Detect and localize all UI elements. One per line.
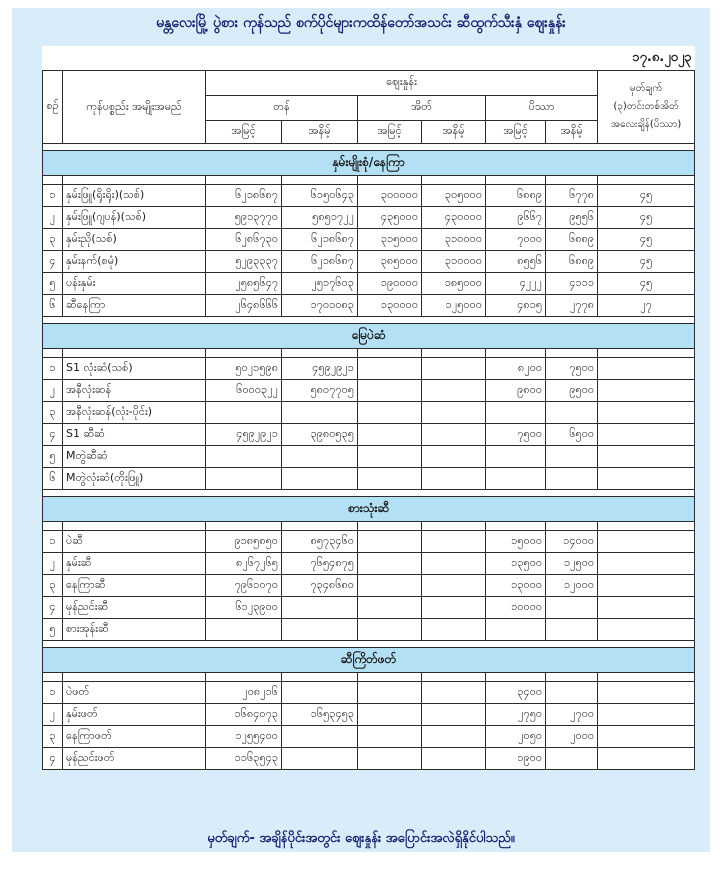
- price-table: [42, 46, 695, 770]
- header-bag-high: အမြင့်: [358, 121, 422, 144]
- price-bag-high: [358, 531, 422, 553]
- price-ton-low: ၁၆၅၃၄၅၃: [282, 704, 358, 726]
- row-note: ၄၅: [598, 251, 695, 273]
- price-ton-high: [206, 619, 282, 641]
- commodity-name: စားအုန်းဆီ: [63, 619, 206, 641]
- report-date: ၁၇.၈.၂၀၂၃: [546, 46, 695, 71]
- header-ton: တန်: [206, 96, 358, 121]
- table-row: [43, 682, 695, 704]
- price-bag-low: [422, 531, 486, 553]
- price-bag-low: [422, 358, 486, 380]
- row-number: ၁: [43, 185, 63, 207]
- row-note: [598, 682, 695, 704]
- price-bag-high: [358, 468, 422, 490]
- row-number: ၃: [43, 402, 63, 424]
- price-bag-high: [358, 704, 422, 726]
- price-p-low: ၂၇၀၀: [546, 704, 598, 726]
- table-row: [43, 358, 695, 380]
- price-bag-low: ၄၃၀၀၀၀: [422, 207, 486, 229]
- section-title: ဆီကြိတ်ဖတ်: [43, 648, 695, 673]
- price-p-high: ၈၂၀၀: [486, 358, 546, 380]
- header-viss: ပိဿာ: [486, 96, 598, 121]
- row-number: ၂: [43, 207, 63, 229]
- price-p-high: ၇၀၀၀: [486, 229, 546, 251]
- header-bag-low: အနိမ့်: [422, 121, 486, 144]
- price-p-high: [486, 446, 546, 468]
- table-row: [43, 295, 695, 317]
- price-ton-low: ၇၆၅၄၈၇၅: [282, 553, 358, 575]
- price-p-low: ၉၅၀၀: [546, 380, 598, 402]
- price-bag-high: [358, 575, 422, 597]
- price-ton-low: ၈၅၇၃၄၆၀: [282, 531, 358, 553]
- commodity-name: အနီလုံးဆန်(လုံး-ပိုင်း): [63, 402, 206, 424]
- price-ton-low: [282, 726, 358, 748]
- price-bag-low: [422, 402, 486, 424]
- price-p-high: [486, 619, 546, 641]
- row-number: ၆: [43, 295, 63, 317]
- table-row: [43, 273, 695, 295]
- price-ton-high: ၁၁၆၃၅၄၃: [206, 748, 282, 770]
- row-number: ၂: [43, 380, 63, 402]
- commodity-name: နေကြာဆီ: [63, 575, 206, 597]
- commodity-name: အနီလုံးဆန်: [63, 380, 206, 402]
- commodity-name: Mတွဲဆီဆံ: [63, 446, 206, 468]
- row-note: [598, 619, 695, 641]
- price-ton-low: ၂၅၁၇၆၀၃: [282, 273, 358, 295]
- price-bag-low: ၃၀၅၀၀၀: [422, 185, 486, 207]
- row-note: [598, 446, 695, 468]
- price-p-low: ၂၀၀၀: [546, 726, 598, 748]
- section-title: မြေပဲဆံ: [43, 324, 695, 349]
- price-p-low: ၆၅၀၀: [546, 424, 598, 446]
- price-ton-high: ၅၂၉၃၃၃၇: [206, 251, 282, 273]
- price-bag-low: ၁၂၅၀၀၀: [422, 295, 486, 317]
- price-ton-low: ၃၉၈၀၅၃၅: [282, 424, 358, 446]
- row-number: ၃: [43, 575, 63, 597]
- price-p-high: [486, 402, 546, 424]
- row-number: ၅: [43, 619, 63, 641]
- row-note: [598, 380, 695, 402]
- price-ton-low: [282, 682, 358, 704]
- commodity-name: ဆီနေကြာ: [63, 295, 206, 317]
- price-p-low: ၄၁၁၁: [546, 273, 598, 295]
- price-p-high: ၈၅၅၆: [486, 251, 546, 273]
- price-ton-low: [282, 748, 358, 770]
- table-row: [43, 619, 695, 641]
- commodity-name: ပန်းနှမ်း: [63, 273, 206, 295]
- row-note: ၂၇: [598, 295, 695, 317]
- commodity-name: ပဲဆီ: [63, 531, 206, 553]
- commodity-name: မုန်ညင်းဆီ: [63, 597, 206, 619]
- price-ton-low: ၆၁၅၀၆၄၃: [282, 185, 358, 207]
- price-ton-high: ၆၂၁၈၆၈၇: [206, 185, 282, 207]
- footer-note: မှတ်ချက်- အချိန်ပိုင်းအတွင်း ဈေးနှုန်း အပြောင်းအလဲရှိနိုင်ပါသည်။: [207, 831, 515, 846]
- table-row: [43, 726, 695, 748]
- row-note: ၄၅: [598, 207, 695, 229]
- table-row: [43, 229, 695, 251]
- table-row: [43, 402, 695, 424]
- price-ton-high: ၅၉၁၃၇၇၀: [206, 207, 282, 229]
- price-bag-low: [422, 619, 486, 641]
- row-number: ၂: [43, 704, 63, 726]
- price-p-high: ၇၅၀၀: [486, 424, 546, 446]
- row-number: ၅: [43, 273, 63, 295]
- price-bag-low: ၃၁၀၀၀၀: [422, 229, 486, 251]
- table-row: [43, 531, 695, 553]
- row-number: ၁: [43, 682, 63, 704]
- price-bag-low: [422, 553, 486, 575]
- price-ton-high: ၆၁၂၃၉၀၀: [206, 597, 282, 619]
- price-ton-low: ၁၇၀၁၀၈၃: [282, 295, 358, 317]
- price-p-low: ၆၈၈၉: [546, 229, 598, 251]
- price-bag-low: [422, 424, 486, 446]
- price-bag-low: [422, 704, 486, 726]
- row-number: ၄: [43, 251, 63, 273]
- row-note: [598, 468, 695, 490]
- row-number: ၅: [43, 446, 63, 468]
- price-ton-high: ၆၂၈၆၇၃၀: [206, 229, 282, 251]
- price-ton-high: [206, 402, 282, 424]
- commodity-name: ပဲဖတ်: [63, 682, 206, 704]
- price-bag-high: ၃၁၅၀၀၀: [358, 229, 422, 251]
- price-bag-high: [358, 380, 422, 402]
- header-bag: အိတ်: [358, 96, 486, 121]
- price-ton-low: ၆၂၁၈၆၈၇: [282, 229, 358, 251]
- price-bag-high: [358, 424, 422, 446]
- price-bag-low: [422, 446, 486, 468]
- row-number: ၄: [43, 748, 63, 770]
- price-ton-high: ၂၅၈၅၆၄၇: [206, 273, 282, 295]
- commodity-name: S1 လုံးဆံ(သစ်): [63, 358, 206, 380]
- price-p-high: ၂၇၅၀: [486, 704, 546, 726]
- price-ton-low: [282, 597, 358, 619]
- price-p-high: ၁၃၅၀၀: [486, 553, 546, 575]
- price-ton-low: [282, 468, 358, 490]
- row-note: [598, 597, 695, 619]
- table-row: [43, 446, 695, 468]
- table-row: [43, 553, 695, 575]
- price-ton-high: ၂၆၄၈၆၆၆: [206, 295, 282, 317]
- price-p-high: ၁၉၀၀: [486, 748, 546, 770]
- row-note: [598, 575, 695, 597]
- price-bag-low: [422, 597, 486, 619]
- header-price: ဈေးနှုန်း: [206, 71, 598, 96]
- price-bag-high: ၃၈၅၀၀၀: [358, 251, 422, 273]
- price-bag-high: ၃၀၀၀၀၀: [358, 185, 422, 207]
- header-note: မှတ်ချက် (၃)တင်းတစ်အိတ် အလေးချိန်(ပိဿာ): [598, 71, 695, 144]
- price-p-low: [546, 682, 598, 704]
- price-p-high: ၄၈၁၅: [486, 295, 546, 317]
- price-ton-low: ၅၈၅၁၇၂၂: [282, 207, 358, 229]
- price-ton-high: ၆၀၀၀၃၂၂: [206, 380, 282, 402]
- price-p-low: ၁၂၅၀၀: [546, 553, 598, 575]
- row-note: ၄၅: [598, 273, 695, 295]
- commodity-name: Mတွဲလုံးဆံ(တိုးဖြူ): [63, 468, 206, 490]
- table-row: [43, 748, 695, 770]
- price-p-low: [546, 402, 598, 424]
- price-bag-high: ၁၉၀၀၀၀: [358, 273, 422, 295]
- commodity-name: နှမ်းညို(သစ်): [63, 229, 206, 251]
- row-note: ၄၅: [598, 229, 695, 251]
- row-number: ၁: [43, 531, 63, 553]
- price-bag-low: [422, 682, 486, 704]
- price-p-high: ၄၂၂၂: [486, 273, 546, 295]
- row-note: [598, 358, 695, 380]
- price-ton-high: ၁၆၈၄၀၇၃: [206, 704, 282, 726]
- row-note: [598, 704, 695, 726]
- table-row: [43, 424, 695, 446]
- price-ton-high: ၁၂၅၅၄၀၀: [206, 726, 282, 748]
- price-ton-high: ၇၉၆၁၀၇၀: [206, 575, 282, 597]
- table-row: [43, 704, 695, 726]
- price-p-low: ၆၈၈၉: [546, 251, 598, 273]
- price-p-high: ၁၃၀၀၀: [486, 575, 546, 597]
- header-viss-low: အနိမ့်: [546, 121, 598, 144]
- header-viss-high: အမြင့်: [486, 121, 546, 144]
- price-bag-high: [358, 402, 422, 424]
- price-bag-low: [422, 748, 486, 770]
- row-number: ၃: [43, 229, 63, 251]
- price-bag-low: [422, 726, 486, 748]
- price-ton-high: ၉၁၈၅၈၅၀: [206, 531, 282, 553]
- table-row: [43, 207, 695, 229]
- commodity-name: နေကြာဖတ်: [63, 726, 206, 748]
- price-bag-low: ၃၁၀၀၀၀: [422, 251, 486, 273]
- commodity-name: နှမ်းဖတ်: [63, 704, 206, 726]
- price-p-high: ၃၄၀၀: [486, 682, 546, 704]
- table-row: [43, 251, 695, 273]
- section-title: နှမ်းမျိုးစုံ/နေကြာ: [43, 151, 695, 176]
- price-p-high: [486, 468, 546, 490]
- table-row: [43, 185, 695, 207]
- price-bag-high: [358, 682, 422, 704]
- price-bag-low: [422, 380, 486, 402]
- row-number: ၁: [43, 358, 63, 380]
- price-bag-high: ၄၃၅၀၀၀: [358, 207, 422, 229]
- header-no: စဉ်: [43, 71, 63, 144]
- price-p-high: ၁၅၀၀၀: [486, 531, 546, 553]
- price-ton-low: ၇၃၄၈၆၈၀: [282, 575, 358, 597]
- section-title: စားသုံးဆီ: [43, 497, 695, 522]
- price-ton-high: [206, 446, 282, 468]
- price-ton-high: ၄၅၉၂၉၂၁: [206, 424, 282, 446]
- price-ton-low: [282, 402, 358, 424]
- row-note: [598, 402, 695, 424]
- price-p-low: ၁၂၀၀၀: [546, 575, 598, 597]
- table-row: [43, 597, 695, 619]
- row-note: [598, 748, 695, 770]
- price-p-high: ၉၈၀၀: [486, 380, 546, 402]
- price-p-high: ၂၀၅၀: [486, 726, 546, 748]
- table-row: [43, 380, 695, 402]
- price-p-low: ၁၄၀၀၀: [546, 531, 598, 553]
- price-p-high: ၁၀၀၀၀: [486, 597, 546, 619]
- price-p-low: ၆၇၇၈: [546, 185, 598, 207]
- price-ton-low: [282, 446, 358, 468]
- price-p-low: ၇၅၀၀: [546, 358, 598, 380]
- row-number: ၆: [43, 468, 63, 490]
- price-p-low: [546, 468, 598, 490]
- row-note: ၄၅: [598, 185, 695, 207]
- row-note: [598, 726, 695, 748]
- price-p-high: ၆၈၈၉: [486, 185, 546, 207]
- price-p-low: ၂၇၇၈: [546, 295, 598, 317]
- row-number: ၄: [43, 424, 63, 446]
- commodity-name: S1 ဆီဆံ: [63, 424, 206, 446]
- header-ton-high: အမြင့်: [206, 121, 282, 144]
- commodity-name: နှမ်းဖြူ(ရိုးရိုး)(သစ်): [63, 185, 206, 207]
- price-bag-low: [422, 575, 486, 597]
- commodity-name: နှမ်းဆီ: [63, 553, 206, 575]
- table-row: [43, 468, 695, 490]
- price-p-low: [546, 597, 598, 619]
- price-ton-low: ၄၅၉၂၉၂၁: [282, 358, 358, 380]
- header-ton-low: အနိမ့်: [282, 121, 358, 144]
- row-number: ၂: [43, 553, 63, 575]
- commodity-name: နှမ်းနက်(စမုံ): [63, 251, 206, 273]
- price-bag-high: [358, 619, 422, 641]
- price-p-low: ၉၅၅၆: [546, 207, 598, 229]
- price-ton-low: [282, 619, 358, 641]
- price-bag-high: [358, 748, 422, 770]
- price-p-high: ၉၆၆၇: [486, 207, 546, 229]
- price-bag-high: [358, 358, 422, 380]
- page-title: မန္တလေးမြို့ ပွဲစား ကုန်သည် စက်ပိုင်များကထိန်တော်အသင်း ဆီထွက်သီးနှံ ဈေးနှုန်း: [156, 15, 566, 31]
- row-number: ၄: [43, 597, 63, 619]
- row-note: [598, 424, 695, 446]
- price-p-low: [546, 446, 598, 468]
- price-bag-high: [358, 726, 422, 748]
- page-frame: [12, 8, 710, 852]
- price-ton-high: ၅၀၂၁၅၉၈: [206, 358, 282, 380]
- header-commodity: ကုန်ပစ္စည်း အမျိုးအမည်: [63, 71, 206, 144]
- commodity-name: မုန်ညင်းဖတ်: [63, 748, 206, 770]
- price-ton-low: ၅၈၀၇၇၀၅: [282, 380, 358, 402]
- commodity-name: နှမ်းဖြူ(ဂျပန်)(သစ်): [63, 207, 206, 229]
- price-bag-low: [422, 468, 486, 490]
- price-bag-high: [358, 597, 422, 619]
- price-bag-low: ၁၈၅၀၀၀: [422, 273, 486, 295]
- price-bag-high: [358, 553, 422, 575]
- price-ton-high: ၈၂၆၇၂၆၅: [206, 553, 282, 575]
- table-row: [43, 575, 695, 597]
- row-number: ၃: [43, 726, 63, 748]
- price-p-low: [546, 748, 598, 770]
- price-p-low: [546, 619, 598, 641]
- row-note: [598, 531, 695, 553]
- price-bag-high: ၁၃၀၀၀၀: [358, 295, 422, 317]
- price-bag-high: [358, 446, 422, 468]
- price-ton-high: [206, 468, 282, 490]
- price-ton-low: ၆၂၁၈၆၈၇: [282, 251, 358, 273]
- price-ton-high: ၂၀၈၂၁၆: [206, 682, 282, 704]
- row-note: [598, 553, 695, 575]
